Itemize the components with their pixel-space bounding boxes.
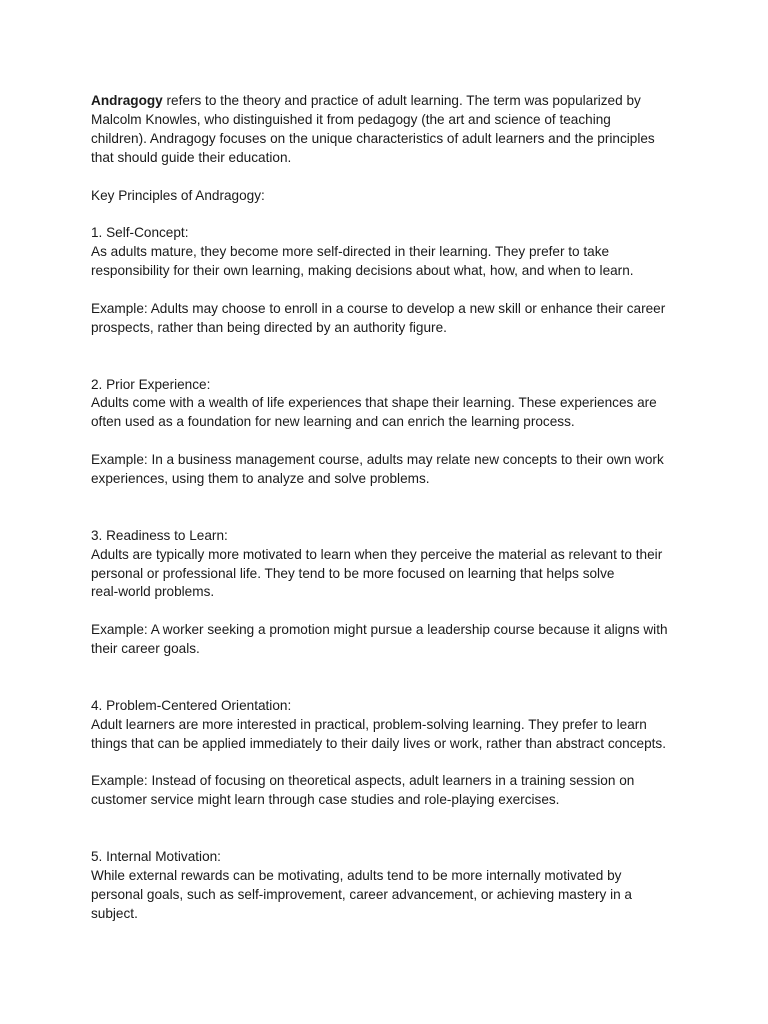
principle-5: [91, 848, 691, 924]
intro-line-1: [91, 92, 691, 111]
principle-desc-line: Adults are typically more motivated to learn when they perceive the material as relevant to their: [91, 546, 663, 562]
principle-example-line: prospects, rather than being directed by an authority figure.: [91, 319, 447, 335]
intro-line-1-rest: refers to the theory and practice of adult learning. The term was popularized by: [162, 93, 641, 108]
section-spacer: [91, 678, 691, 697]
principle-example-line: Example: In a business management course, adults may relate new concepts to their own work: [91, 452, 664, 468]
document-page: [91, 92, 691, 943]
principle-example-line: experiences, using them to analyze and solve problems.: [91, 471, 430, 487]
intro-line-2: Malcolm Knowles, who distinguished it from pedagogy (the art and science of teaching: [91, 111, 611, 127]
principle-desc-line: Adults come with a wealth of life experiences that shape their learning. These experiences are: [91, 395, 657, 411]
principle-3: [91, 527, 691, 697]
principle-4-example: [91, 772, 691, 810]
principle-desc-line: real-world problems.: [91, 584, 215, 600]
principle-example-line: Example: A worker seeking a promotion might pursue a leadership course because it aligns with: [91, 622, 668, 638]
principle-4: [91, 697, 691, 848]
principle-example-line: Example: Adults may choose to enroll in a course to develop a new skill or enhance their career: [91, 300, 666, 316]
principle-title: 1. Self-Concept:: [91, 225, 189, 241]
intro-term: Andragogy: [91, 93, 163, 108]
intro-line-3: children). Andragogy focuses on the unique characteristics of adult learners and the principles: [91, 130, 655, 146]
principle-5-description: [91, 848, 691, 924]
principle-4-description: [91, 697, 691, 754]
principle-desc-line: things that can be applied immediately to their daily lives or work, rather than abstract concepts.: [91, 735, 667, 751]
principle-desc-line: personal or professional life. They tend to be more focused on learning that helps solve: [91, 565, 615, 581]
intro-paragraph: [91, 92, 691, 168]
section-spacer: [91, 357, 691, 376]
section-spacer: [91, 829, 691, 848]
principle-title: 4. Problem-Centered Orientation:: [91, 697, 292, 713]
principle-2-description: [91, 376, 691, 433]
principle-title: 2. Prior Experience:: [91, 376, 211, 392]
section-spacer: [91, 508, 691, 527]
principle-2: [91, 376, 691, 527]
principle-3-description: [91, 527, 691, 603]
principle-desc-line: As adults mature, they become more self-directed in their learning. They prefer to take: [91, 244, 610, 260]
principle-1-description: [91, 224, 691, 281]
principle-example-line: Example: Instead of focusing on theoretical aspects, adult learners in a training session on: [91, 773, 635, 789]
intro-line-4: that should guide their education.: [91, 149, 292, 165]
principle-title: 5. Internal Motivation:: [91, 849, 221, 865]
principle-desc-line: personal goals, such as self-improvement, career advancement, or achieving mastery in a: [91, 886, 632, 902]
principle-desc-line: Adult learners are more interested in practical, problem-solving learning. They prefer to learn: [91, 716, 647, 732]
principle-desc-line: responsibility for their own learning, making decisions about what, how, and when to learn.: [91, 263, 634, 279]
principle-1: [91, 224, 691, 375]
principle-title: 3. Readiness to Learn:: [91, 527, 228, 543]
principle-3-example: [91, 621, 691, 659]
principle-desc-line: subject.: [91, 905, 138, 921]
principle-desc-line: often used as a foundation for new learning and can enrich the learning process.: [91, 414, 575, 430]
principle-1-example: [91, 300, 691, 338]
principle-example-line: their career goals.: [91, 641, 200, 657]
principle-desc-line: While external rewards can be motivating, adults tend to be more internally motivated by: [91, 867, 622, 883]
principle-2-example: [91, 451, 691, 489]
principle-example-line: customer service might learn through case studies and role-playing exercises.: [91, 792, 560, 808]
key-principles-heading: Key Principles of Andragogy:: [91, 187, 265, 203]
